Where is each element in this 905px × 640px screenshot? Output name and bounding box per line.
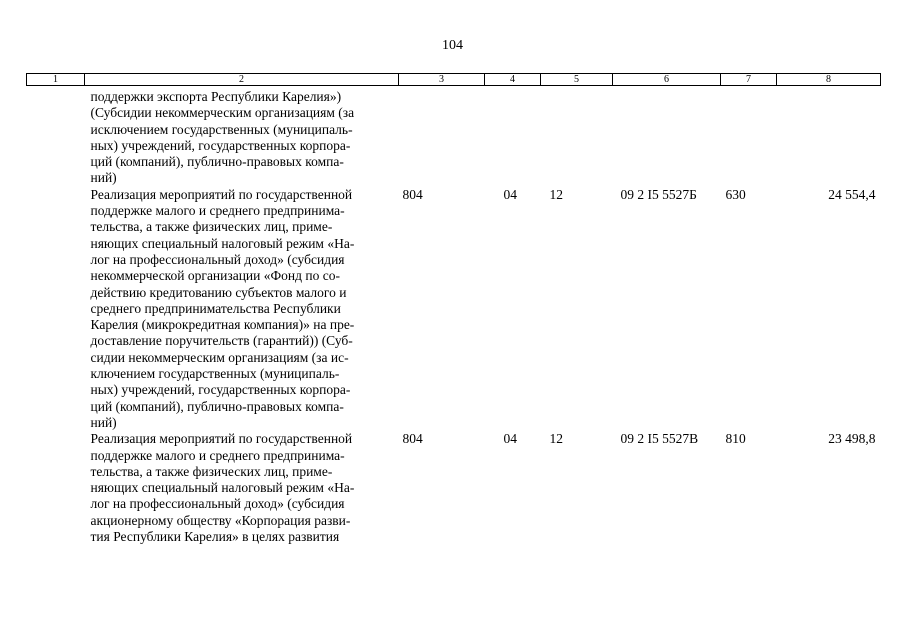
- row-index-cell: [27, 431, 85, 545]
- row-amount: [777, 86, 881, 187]
- row-code-subsection: [541, 86, 613, 187]
- row-code-ministry: [399, 86, 485, 187]
- row-code-ministry: 804: [402, 186, 423, 202]
- row-code-target: 09 2 I5 5527Б: [620, 186, 697, 202]
- row-code-target: [613, 86, 721, 187]
- row-code-expense-type: 630: [725, 186, 746, 202]
- budget-table: [26, 73, 881, 545]
- table-header-row: [27, 74, 881, 86]
- row-code-target: 09 2 I5 5527В: [620, 431, 699, 447]
- column-header-2: 2: [85, 74, 399, 86]
- column-header-7: 7: [721, 74, 777, 86]
- table-row: [27, 187, 881, 431]
- column-header-6: 6: [613, 74, 721, 86]
- row-code-section: 04: [503, 186, 517, 202]
- row-description: Реализация мероприятий по государственной поддержке малого и среднего предпринима- тельства, а также физических лиц, приме- няющих специальный налоговый режим «На- лог на профессиональный доход» (субсидия акционерному обществу «Корпорация разви- тия Республики Карелия» в целях развития: [90, 431, 355, 545]
- column-header-1: 1: [27, 74, 85, 86]
- column-header-5: 5: [541, 74, 613, 86]
- column-header-3: 3: [399, 74, 485, 86]
- row-description: поддержки экспорта Республики Карелия») (Субсидии некоммерческим организациям (за исключением государственных (муниципаль- ных) учреждений, государственных корпора- ций (компаний), публично-правовых компа- ний): [90, 89, 355, 186]
- row-code-subsection: 12: [549, 431, 563, 447]
- row-code-subsection: 12: [549, 186, 563, 202]
- row-code-expense-type: [721, 86, 777, 187]
- row-code-section: 04: [503, 431, 517, 447]
- row-index-cell: [27, 187, 85, 431]
- row-description: Реализация мероприятий по государственной поддержке малого и среднего предпринима- тельства, а также физических лиц, приме- няющих специальный налоговый режим «На- лог на профессиональный доход» (субсидия некоммерческой организации «Фонд по со- действию кредитованию субъектов малого и среднего предпринимательства Республики Карелия (микрокредитная компания)» на пре- доставление поручительств (гарантий)) (Суб- сидии некоммерческим организациям (за ис- ключением государственных (муниципаль- ных) учреждений, государственных корпора- ций (компаний), публично-правовых компа- ний): [90, 186, 355, 430]
- row-code-section: [485, 86, 541, 187]
- page-number: 104: [442, 38, 463, 53]
- table-row: [27, 431, 881, 545]
- column-header-4: 4: [485, 74, 541, 86]
- row-code-expense-type: 810: [725, 431, 746, 447]
- row-amount: 23 498,8: [828, 431, 876, 447]
- row-code-ministry: 804: [402, 431, 423, 447]
- table-row: [27, 86, 881, 187]
- row-amount: 24 554,4: [828, 186, 876, 202]
- column-header-8: 8: [777, 74, 881, 86]
- row-index-cell: [27, 86, 85, 187]
